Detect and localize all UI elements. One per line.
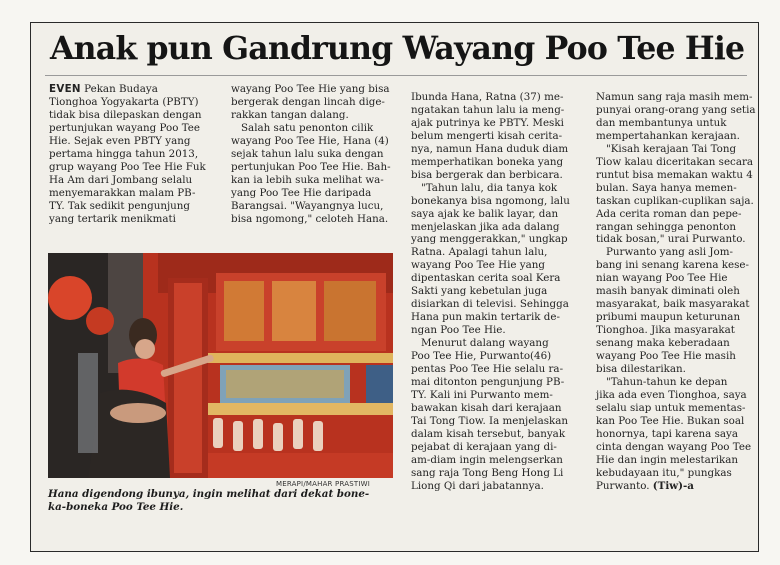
headline: Anak pun Gandrung Wayang Poo Tee Hie (50, 30, 745, 67)
paragraph: Purwanto yang asli Jom- bang ini senang karena kese- nian wayang Poo Tee Hie masih banyak diminati oleh masyarakat, baik masyarakat pribumi maupun keturunan Tionghoa. Jika masyarakat senang maka keberadaan wayang Poo Tee Hie masih bisa dilestarikan. (596, 246, 750, 376)
headline-rule (45, 75, 747, 76)
paragraph: wayang Poo Tee Hie yang bisa bergerak dengan lincah dige- rakkan tangan dalang. (231, 83, 390, 121)
article-column-4 (596, 91, 761, 493)
article-column-1 (49, 83, 217, 225)
lead-word: EVEN (49, 83, 81, 95)
newspaper-clipping (30, 22, 759, 552)
paragraph: Salah satu penonton cilik wayang Poo Tee Hie, Hana (4) sejak tahun lalu suka dengan pertunjukan Poo Tee Hie. Bah- kan ia lebih suka melihat wa- yang Poo Tee Hie daripada Barangsai. "Wayangnya lucu, bisa ngomong," celoteh Hana. (231, 121, 391, 225)
paragraph: "Tahun lalu, dia tanya kok bonekanya bisa ngomong, lalu saya ajak ke balik layar, dan menjelaskan jika ada dalang yang menggerakkan," ungkap Ratna. Apalagi tahun lalu, wayang Poo Tee Hie yang dipentaskan cerita soal Kera Sakti yang kebetulan juga disiarkan di televisi. Sehingga Hana pun makin tertarik de- ngan Poo Tee Hie. (411, 181, 570, 337)
photo-illustration (48, 253, 393, 478)
paragraph: "Kisah kerajaan Tai Tong Tiow kalau diceritakan secara runtut bisa memakan waktu 4 bulan. Saya hanya memen- taskan cuplikan-cuplikan saja. Ada cerita roman dan pepe- rangan sehingga penonton tidak bosan," urai Purwanto. (596, 142, 754, 246)
paragraph: "Tahun-tahun ke depan jika ada even Tionghoa, saya selalu siap untuk mementas- kan Poo Tee Hie. Bukan soal honornya, tapi karena saya cinta dengan wayang Poo Tee Hie dan ingin melestarikan kebudayaan itu," pungkas Purwanto. (Tiw)-a (596, 375, 752, 492)
article-photo (48, 253, 393, 478)
photo-caption: Hana digendong ibunya, ingin melihat dari dekat bone- ka-boneka Poo Tee Hie. (48, 488, 370, 513)
paragraph: Namun sang raja masih mem- punyai orang-orang yang setia dan membantunya untuk mempertahankan kerajaan. (596, 91, 756, 142)
article-column-2 (231, 83, 401, 225)
paragraph: Menurut dalang wayang Poo Tee Hie, Purwanto(46) pentas Poo Tee Hie selalu ra- mai ditonton pengunjung PB- TY. Kali ini Purwanto mem- bawakan kisah dari kerajaan Tai Tong Tiow. Ia menjelaskan dalam kisah tersebut, banyak pejabat di kerajaan yang di- am-diam ingin melengserkan sang raja Tong Beng Hong Li Liong Qi dari jabatannya. (411, 337, 569, 492)
paragraph: Ibunda Hana, Ratna (37) me- ngatakan tahun lalu ia meng- ajak putrinya ke PBTY. Meski belum mengerti kisah cerita- nya, namun Hana duduk diam memperhatikan boneka yang bisa bergerak dan berbicara. (411, 91, 569, 181)
author-byline: (Tiw)-a (652, 479, 694, 492)
article-column-3 (411, 91, 581, 493)
photo-credit: MERAPI/MAHAR PRASTIWI (276, 480, 371, 488)
lead-paragraph: EVEN Pekan Budaya Tionghoa Yogyakarta (PBTY) tidak bisa dilepaskan dengan pertunjukan wayang Poo Tee Hie. Sejak even PBTY yang pertama hingga tahun 2013, grup wayang Poo Tee Hie Fuk Ha Am dari Jombang selalu menyemarakkan malam PB- TY. Tak sedikit pengunjung yang tertarik menikmati (49, 83, 206, 225)
